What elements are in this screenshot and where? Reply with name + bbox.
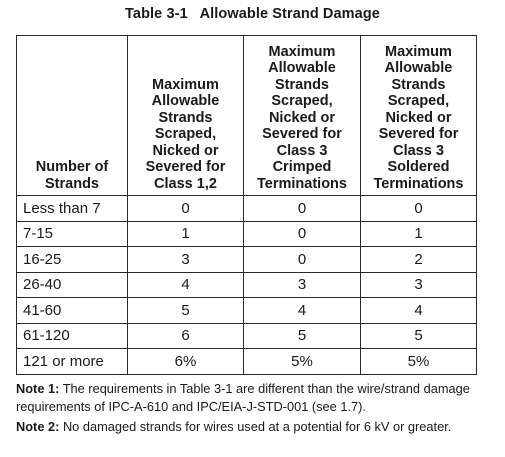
note-1-label: Note 1: <box>16 381 60 396</box>
note-2-text: No damaged strands for wires used at a potential for 6 kV or greater. <box>62 419 452 434</box>
header-class-3-crimped: Maximum Allowable Strands Scraped, Nicked or Severed for Class 3 Crimped Terminations <box>244 36 361 196</box>
table-row <box>17 323 477 349</box>
strand-count-cell: 26-40 <box>17 272 128 298</box>
table-row <box>17 196 477 222</box>
class-3-crimped-cell: 3 <box>244 272 361 298</box>
table-header-row <box>17 36 477 196</box>
strand-count-cell: 41-60 <box>17 298 128 324</box>
strand-count-cell: 121 or more <box>17 349 128 375</box>
class-3-crimped-cell: 0 <box>244 221 361 247</box>
note-2-label: Note 2: <box>16 419 60 434</box>
header-class-1-2: Maximum Allowable Strands Scraped, Nicked or Severed for Class 1,2 <box>128 36 244 196</box>
class-3-soldered-cell: 3 <box>361 272 477 298</box>
strand-count-cell: 16-25 <box>17 247 128 273</box>
class-1-2-cell: 6 <box>128 323 244 349</box>
header-class-3-soldered: Maximum Allowable Strands Scraped, Nicked or Severed for Class 3 Soldered Terminations <box>361 36 477 196</box>
table-notes <box>16 380 476 436</box>
class-1-2-cell: 1 <box>128 221 244 247</box>
strand-damage-table <box>16 35 477 375</box>
class-3-crimped-cell: 5 <box>244 323 361 349</box>
strand-count-cell: Less than 7 <box>17 196 128 222</box>
class-3-crimped-cell: 0 <box>244 196 361 222</box>
table-row <box>17 247 477 273</box>
table-row <box>17 221 477 247</box>
table-row <box>17 298 477 324</box>
class-3-soldered-cell: 0 <box>361 196 477 222</box>
class-3-soldered-cell: 5 <box>361 323 477 349</box>
class-3-soldered-cell: 2 <box>361 247 477 273</box>
table-row <box>17 349 477 375</box>
class-3-crimped-cell: 0 <box>244 247 361 273</box>
table-title: Table 3-1 Allowable Strand Damage <box>125 6 380 22</box>
class-1-2-cell: 6% <box>128 349 244 375</box>
class-3-soldered-cell: 5% <box>361 349 477 375</box>
header-number-of-strands: Number of Strands <box>17 36 128 196</box>
class-1-2-cell: 3 <box>128 247 244 273</box>
note-1 <box>16 380 476 416</box>
class-1-2-cell: 5 <box>128 298 244 324</box>
class-3-soldered-cell: 1 <box>361 221 477 247</box>
note-2 <box>16 418 476 436</box>
class-3-crimped-cell: 5% <box>244 349 361 375</box>
class-1-2-cell: 0 <box>128 196 244 222</box>
note-1-text: The requirements in Table 3-1 are different than the wire/strand damage requirements of IPC-A-610 and IPC/EIA-J-STD-001 (see 1.7). <box>16 381 470 414</box>
strand-count-cell: 61-120 <box>17 323 128 349</box>
class-3-soldered-cell: 4 <box>361 298 477 324</box>
strand-count-cell: 7-15 <box>17 221 128 247</box>
class-1-2-cell: 4 <box>128 272 244 298</box>
table-row <box>17 272 477 298</box>
class-3-crimped-cell: 4 <box>244 298 361 324</box>
